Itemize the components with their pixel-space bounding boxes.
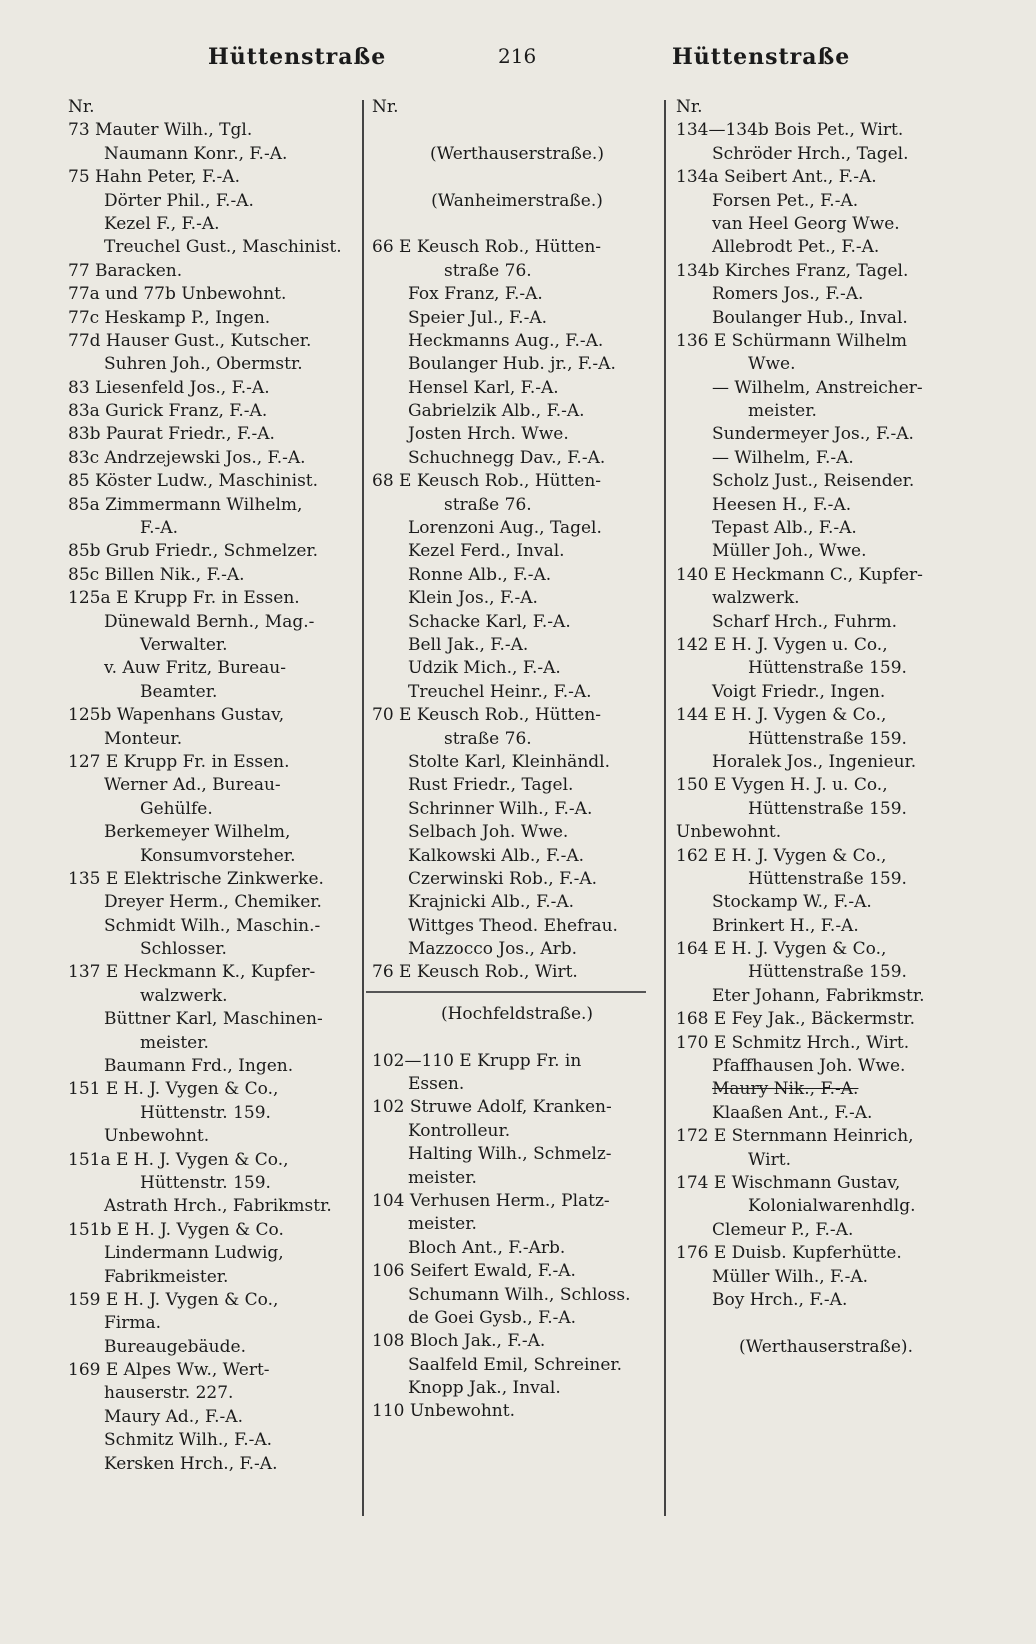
list-item: 110 Unbewohnt. [372,1401,515,1422]
list-item: Klaaßen Ant., F.-A. [712,1102,873,1123]
list-item: Krajnicki Alb., F.-A. [408,892,575,913]
list-item: 159 E H. J. Vygen & Co., [68,1289,279,1310]
list-item: 102 Struwe Adolf, Kranken- [372,1097,612,1118]
list-item: 134—134b Bois Pet., Wirt. [676,120,904,141]
list-item: Maury Nik., F.-A. [712,1079,859,1100]
list-item: 106 Seifert Ewald, F.-A. [372,1261,576,1282]
list-item: Halting Wilh., Schmelz- [408,1144,612,1165]
list-item: Schuchnegg Dav., F.-A. [408,447,606,468]
list-item: 136 E Schürmann Wilhelm [676,330,908,351]
list-item: Josten Hrch. Wwe. [408,424,569,445]
list-item: 83b Paurat Friedr., F.-A. [68,424,275,445]
list-item: Schmidt Wilh., Maschin.- [104,915,321,936]
list-item: Baumann Frd., Ingen. [104,1056,294,1077]
list-item: Müller Joh., Wwe. [712,541,867,562]
list-item: 70 E Keusch Rob., Hütten- [372,705,602,726]
list-item: Heesen H., F.-A. [712,494,852,515]
page-header [0,44,1036,84]
column-2 [372,96,662,1424]
list-item: 150 E Vygen H. J. u. Co., [676,775,888,796]
list-item: 162 E H. J. Vygen & Co., [676,845,887,866]
list-item: Brinkert H., F.-A. [712,915,859,936]
list-item: 83 Liesenfeld Jos., F.-A. [68,377,270,398]
list-item: Büttner Karl, Maschinen- [104,1009,323,1030]
list-item: 172 E Sternmann Heinrich, [676,1126,914,1147]
list-item: 142 E H. J. Vygen u. Co., [676,634,888,655]
column-heading: Nr. [68,97,95,117]
list-item: Hensel Karl, F.-A. [408,377,559,398]
list-item: 134a Seibert Ant., F.-A. [676,167,877,188]
list-item: 140 E Heckmann C., Kupfer- [676,564,923,585]
list-item: Allebrodt Pet., F.-A. [712,237,880,258]
list-item: 170 E Schmitz Hrch., Wirt. [676,1032,910,1053]
list-item: Konsumvorsteher. [140,845,296,866]
list-item: 77 Baracken. [68,260,183,281]
list-item: F.-A. [140,518,178,539]
list-item: 76 E Keusch Rob., Wirt. [372,962,578,983]
list-item: 151a E H. J. Vygen & Co., [68,1149,289,1170]
list-item: 125b Wapenhans Gustav, [68,705,285,726]
list-item: Werner Ad., Bureau- [104,775,281,796]
column-divider-left [362,100,364,1516]
list-item: Wirt. [748,1149,791,1170]
list-item: meister. [748,401,817,422]
list-item: meister. [140,1032,209,1053]
list-item: Knopp Jak., Inval. [408,1378,561,1399]
list-item: 77d Hauser Gust., Kutscher. [68,330,312,351]
list-item: Kezel F., F.-A. [104,213,220,234]
list-item: 108 Bloch Jak., F.-A. [372,1331,546,1352]
list-item: Scharf Hrch., Fuhrm. [712,611,898,632]
list-item: Boy Hrch., F.-A. [712,1289,848,1310]
list-item: Hüttenstraße 159. [748,868,907,889]
list-item: 151b E H. J. Vygen & Co. [68,1219,284,1240]
list-item: Tepast Alb., F.-A. [712,518,857,539]
list-item: Dreyer Herm., Chemiker. [104,892,322,913]
list-item: 85b Grub Friedr., Schmelzer. [68,541,319,562]
list-item: 77a und 77b Unbewohnt. [68,284,287,305]
section-divider [366,991,646,993]
list-item: Fabrikmeister. [104,1266,229,1287]
list-item: Hüttenstraße 159. [748,962,907,983]
list-item: 85 Köster Ludw., Maschinist. [68,471,319,492]
list-item: 75 Hahn Peter, F.-A. [68,167,240,188]
list-item: Ronne Alb., F.-A. [408,564,552,585]
list-item: 137 E Heckmann K., Kupfer- [68,962,316,983]
list-item: Treuchel Heinr., F.-A. [408,681,592,702]
list-item: Saalfeld Emil, Schreiner. [408,1354,623,1375]
list-item: Kolonialwarenhdlg. [748,1196,916,1217]
list-item: 85c Billen Nik., F.-A. [68,564,245,585]
list-item: Horalek Jos., Ingenieur. [712,751,917,772]
page-number: 216 [498,44,537,68]
list-item: Clemeur P., F.-A. [712,1219,854,1240]
list-item: Schumann Wilh., Schloss. [408,1284,631,1305]
list-item: Monteur. [104,728,183,749]
list-item: Suhren Joh., Obermstr. [104,354,303,375]
list-item: — Wilhelm, F.-A. [712,447,854,468]
list-item: Voigt Friedr., Ingen. [712,681,886,702]
list-item: Wwe. [748,354,796,375]
list-item: Schröder Hrch., Tagel. [712,143,909,164]
list-item: 66 E Keusch Rob., Hütten- [372,237,602,258]
list-item: 164 E H. J. Vygen & Co., [676,939,887,960]
list-item: Bureaugebäude. [104,1336,246,1357]
list-item: 176 E Duisb. Kupferhütte. [676,1243,902,1264]
list-item: straße 76. [444,728,532,749]
list-item: Kersken Hrch., F.-A. [104,1453,278,1474]
list-item: Stockamp W., F.-A. [712,892,872,913]
list-item: Scholz Just., Reisender. [712,471,915,492]
list-item: 83c Andrzejewski Jos., F.-A. [68,447,306,468]
list-item: Astrath Hrch., Fabrikmstr. [104,1196,332,1217]
list-item: 144 E H. J. Vygen & Co., [676,705,887,726]
column-divider-right [664,100,666,1516]
list-item: van Heel Georg Wwe. [712,213,900,234]
list-item: 135 E Elektrische Zinkwerke. [68,868,324,889]
list-item: Treuchel Gust., Maschinist. [104,237,342,258]
list-item: Selbach Joh. Wwe. [408,822,569,843]
list-item: Wittges Theod. Ehefrau. [408,915,618,936]
street-heading: (Werthauserstraße). [739,1336,913,1357]
header-left-title: Hüttenstraße [208,44,387,70]
list-item: Bell Jak., F.-A. [408,634,529,655]
list-item: Dünewald Bernh., Mag.- [104,611,315,632]
list-item: Rust Friedr., Tagel. [408,775,574,796]
list-item: Bloch Ant., F.-Arb. [408,1237,566,1258]
list-item: Essen. [408,1074,465,1095]
list-item: Boulanger Hub., Inval. [712,307,908,328]
list-item: Hüttenstraße 159. [748,658,907,679]
list-item: Czerwinski Rob., F.-A. [408,868,598,889]
list-item: Dörter Phil., F.-A. [104,190,254,211]
list-item: — Wilhelm, Anstreicher- [712,377,923,398]
list-item: Romers Jos., F.-A. [712,284,864,305]
list-item: meister. [408,1214,477,1235]
list-item: walzwerk. [712,588,800,609]
list-item: Lindermann Ludwig, [104,1243,284,1264]
list-item: Unbewohnt. [104,1126,210,1147]
list-item: Kontrolleur. [408,1120,511,1141]
list-item: Hüttenstraße 159. [748,728,907,749]
list-item: Schlosser. [140,939,227,960]
list-item: Eter Johann, Fabrikmstr. [712,985,925,1006]
list-item: Lorenzoni Aug., Tagel. [408,518,602,539]
list-item: Mazzocco Jos., Arb. [408,939,578,960]
list-item: Schrinner Wilh., F.-A. [408,798,593,819]
header-right-title: Hüttenstraße [672,44,851,70]
column-1 [68,96,356,1476]
street-heading: (Wanheimerstraße.) [431,190,603,211]
list-item: Pfaffhausen Joh. Wwe. [712,1056,906,1077]
list-item: v. Auw Fritz, Bureau- [104,658,286,679]
list-item: Boulanger Hub. jr., F.-A. [408,354,616,375]
list-item: 83a Gurick Franz, F.-A. [68,401,268,422]
list-item: Müller Wilh., F.-A. [712,1266,869,1287]
list-item: Speier Jul., F.-A. [408,307,548,328]
list-item: Berkemeyer Wilhelm, [104,822,291,843]
list-item: Sundermeyer Jos., F.-A. [712,424,914,445]
list-item: 151 E H. J. Vygen & Co., [68,1079,279,1100]
list-item: Schacke Karl, F.-A. [408,611,571,632]
list-item: Fox Franz, F.-A. [408,284,543,305]
list-item: straße 76. [444,260,532,281]
list-item: Stolte Karl, Kleinhändl. [408,751,610,772]
list-item: 125a E Krupp Fr. in Essen. [68,588,300,609]
list-item: Hüttenstr. 159. [140,1172,271,1193]
street-heading: (Werthauserstraße.) [430,143,604,164]
list-item: Beamter. [140,681,218,702]
list-item: 104 Verhusen Herm., Platz- [372,1190,610,1211]
list-item: 68 E Keusch Rob., Hütten- [372,471,602,492]
list-item: Gabrielzik Alb., F.-A. [408,401,585,422]
column-heading: Nr. [372,97,399,117]
street-heading: (Hochfeldstraße.) [440,1003,594,1024]
list-item: 77c Heskamp P., Ingen. [68,307,271,328]
list-item: hauserstr. 227. [104,1383,234,1404]
list-item: 102—110 E Krupp Fr. in [372,1050,582,1071]
list-item: meister. [408,1167,477,1188]
list-item: 127 E Krupp Fr. in Essen. [68,751,290,772]
list-item: Schmitz Wilh., F.-A. [104,1430,273,1451]
list-item: Firma. [104,1313,162,1334]
list-item: de Goei Gysb., F.-A. [408,1307,577,1328]
list-item: Verwalter. [140,634,228,655]
list-item: Unbewohnt. [676,822,782,843]
list-item: Kezel Ferd., Inval. [408,541,565,562]
column-heading: Nr. [676,97,703,117]
list-item: Forsen Pet., F.-A. [712,190,859,211]
list-item: 169 E Alpes Ww., Wert- [68,1360,270,1381]
list-item: Maury Ad., F.-A. [104,1406,243,1427]
list-item: Hüttenstraße 159. [748,798,907,819]
column-3 [676,96,976,1359]
list-item: Kalkowski Alb., F.-A. [408,845,585,866]
list-item: walzwerk. [140,985,228,1006]
list-item: Gehülfe. [140,798,213,819]
list-item: 85a Zimmermann Wilhelm, [68,494,303,515]
list-item: 73 Mauter Wilh., Tgl. [68,120,253,141]
list-item: straße 76. [444,494,532,515]
list-item: Hüttenstr. 159. [140,1102,271,1123]
list-item: Klein Jos., F.-A. [408,588,538,609]
list-item: 174 E Wischmann Gustav, [676,1172,901,1193]
list-item: Udzik Mich., F.-A. [408,658,561,679]
list-item: Naumann Konr., F.-A. [104,143,288,164]
list-item: 168 E Fey Jak., Bäckermstr. [676,1009,916,1030]
list-item: 134b Kirches Franz, Tagel. [676,260,909,281]
list-item: Heckmanns Aug., F.-A. [408,330,604,351]
